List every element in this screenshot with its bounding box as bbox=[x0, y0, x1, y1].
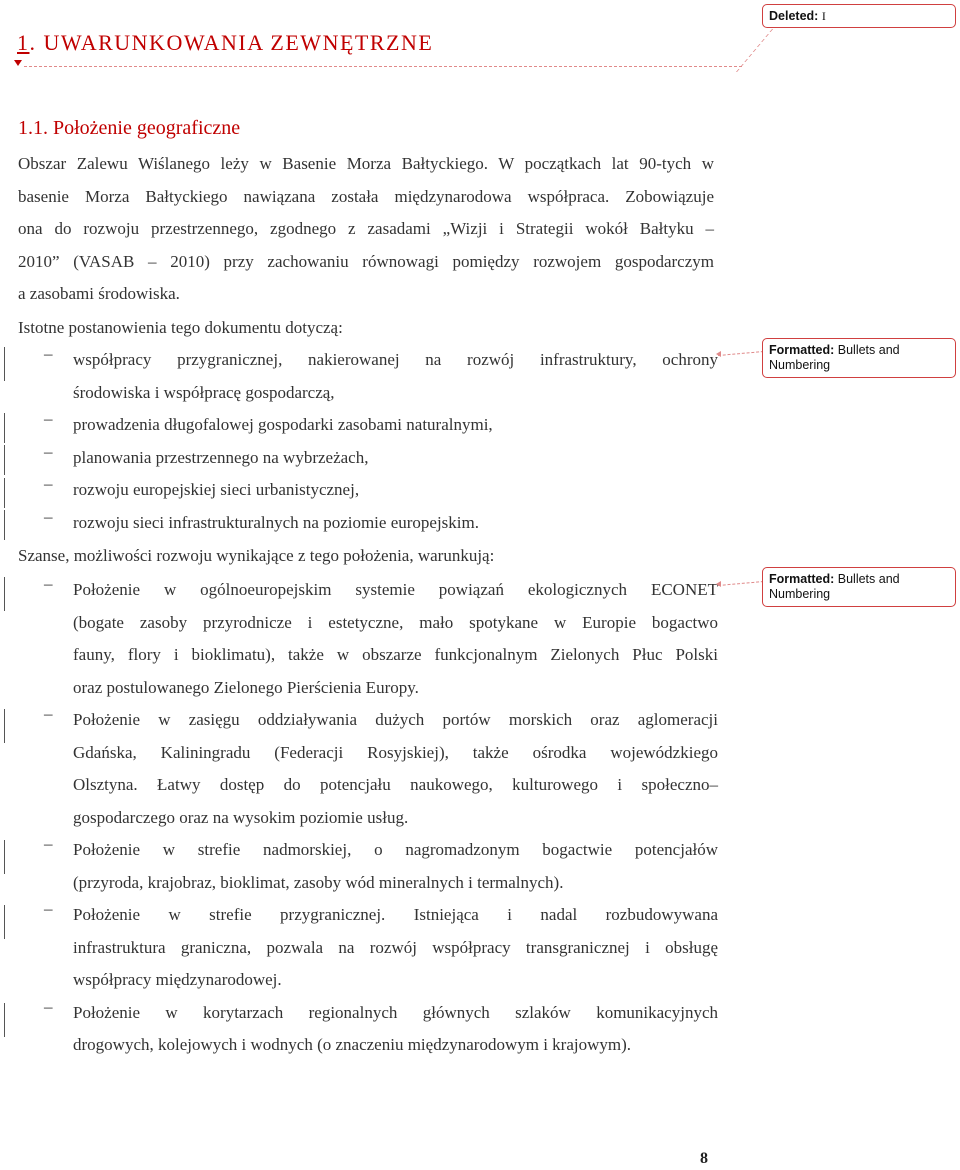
balloon-arrow-icon bbox=[716, 351, 721, 357]
balloon-label: Formatted: bbox=[769, 572, 835, 586]
list-item-text: rozwoju europejskiej sieci urbanistycznej, bbox=[73, 480, 360, 499]
list-item bbox=[18, 834, 718, 899]
list-item bbox=[18, 474, 718, 507]
list-item-text: (bogate zasoby przyrodnicze i estetyczne, mało spotykane w Europie bogactwo bbox=[73, 612, 718, 632]
list-item-text: infrastruktura graniczna, pozwala na rozwój współpracy transgranicznej i obsługę bbox=[73, 937, 718, 957]
paragraph-line: Szanse, możliwości rozwoju wynikające z tego położenia, warunkują: bbox=[18, 546, 495, 565]
change-bar bbox=[4, 445, 5, 475]
list-dash: – bbox=[44, 834, 53, 853]
change-bar bbox=[4, 478, 5, 508]
change-bar bbox=[4, 577, 5, 611]
list-opportunities bbox=[18, 574, 718, 1062]
list-item-text: Położenie w strefie przygranicznej. Istniejąca i nadal rozbudowywana bbox=[73, 905, 718, 924]
change-bar bbox=[4, 510, 5, 540]
balloon-value: Bullets and Numbering bbox=[769, 572, 900, 601]
change-marker-icon bbox=[14, 60, 22, 66]
list-item bbox=[18, 997, 718, 1062]
balloon-connector bbox=[718, 351, 764, 356]
list-item-text: prowadzenia długofalowej gospodarki zasobami naturalnymi, bbox=[73, 415, 493, 434]
list-dash: – bbox=[44, 441, 53, 461]
list-item-text: Położenie w ogólnoeuropejskim systemie powiązań ekologicznych ECONET bbox=[73, 580, 718, 599]
list-item-text: Położenie w korytarzach regionalnych głównych szlaków komunikacyjnych bbox=[73, 1002, 718, 1022]
list-item bbox=[18, 442, 718, 475]
deletion-connector-line bbox=[24, 66, 742, 67]
list-dash: – bbox=[44, 996, 53, 1016]
paragraph-line: a zasobami środowiska. bbox=[18, 284, 180, 303]
change-bar bbox=[4, 905, 5, 939]
change-bar bbox=[4, 709, 5, 743]
paragraph-line: Istotne postanowienia tego dokumentu dotyczą: bbox=[18, 318, 343, 337]
list-item bbox=[18, 899, 718, 997]
list-dash: – bbox=[44, 574, 53, 593]
balloon-value: Bullets and Numbering bbox=[769, 343, 900, 372]
list-item bbox=[18, 507, 718, 540]
heading-1 bbox=[17, 30, 433, 56]
formatted-balloon[interactable] bbox=[762, 567, 956, 607]
paragraph-line: ona do rozwoju przestrzennego, zgodnego z zasadami „Wizji i Strategii wokół Bałtyku – bbox=[18, 219, 714, 238]
list-dash: – bbox=[44, 344, 53, 363]
page-number: 8 bbox=[700, 1150, 708, 1167]
list-item-text: fauny, flory i bioklimatu), także w obszarze funkcjonalnym Zielonych Płuc Polski bbox=[73, 645, 718, 664]
balloon-label: Deleted: bbox=[769, 9, 819, 23]
change-bar bbox=[4, 413, 5, 443]
list-item bbox=[18, 344, 718, 409]
list-item-text: współpracy międzynarodowej. bbox=[73, 970, 282, 989]
change-bar bbox=[4, 1003, 5, 1037]
list-item-text: gospodarczego oraz na wysokim poziomie usług. bbox=[73, 807, 409, 827]
paragraph-line: 2010” (VASAB – 2010) przy zachowaniu równowagi pomiędzy rozwojem gospodarczym bbox=[18, 251, 714, 271]
change-bar bbox=[4, 840, 5, 874]
heading-1-text: . UWARUNKOWANIA ZEWNĘTRZNE bbox=[29, 30, 434, 55]
list-item-text: planowania przestrzennego na wybrzeżach, bbox=[73, 447, 369, 467]
list-dash: – bbox=[44, 506, 53, 526]
list-item bbox=[18, 409, 718, 442]
list-dash: – bbox=[44, 474, 53, 493]
list-item bbox=[18, 574, 718, 704]
list-item-text: środowiska i współpracę gospodarczą, bbox=[73, 382, 335, 402]
list-item-text: współpracy przygranicznej, nakierowanej na rozwój infrastruktury, ochrony bbox=[73, 350, 718, 369]
balloon-connector bbox=[718, 581, 764, 586]
list-provisions bbox=[18, 344, 718, 539]
paragraph-line: basenie Morza Bałtyckiego nawiązana została międzynarodowa współpraca. Zobowiązuje bbox=[18, 186, 714, 206]
heading-1-number: 1 bbox=[17, 30, 30, 55]
change-bar bbox=[4, 347, 5, 381]
list-dash: – bbox=[44, 409, 53, 428]
balloon-arrow-icon bbox=[716, 581, 721, 587]
list-item bbox=[18, 704, 718, 834]
list-item-text: drogowych, kolejowych i wodnych (o znaczeniu międzynarodowym i krajowym). bbox=[73, 1035, 632, 1054]
balloon-value: I bbox=[821, 9, 826, 23]
list-item-text: (przyroda, krajobraz, bioklimat, zasoby wód mineralnych i termalnych). bbox=[73, 872, 564, 892]
heading-2: 1.1. Położenie geograficzne bbox=[18, 117, 241, 139]
paragraph-opportunities bbox=[18, 540, 714, 573]
list-dash: – bbox=[44, 704, 53, 723]
list-dash: – bbox=[44, 899, 53, 918]
paragraph-provisions bbox=[18, 312, 714, 345]
deleted-balloon[interactable] bbox=[762, 4, 956, 28]
list-item-text: Położenie w zasięgu oddziaływania dużych portów morskich oraz aglomeracji bbox=[73, 710, 718, 729]
balloon-label: Formatted: bbox=[769, 343, 835, 357]
list-item-text: Położenie w strefie nadmorskiej, o nagromadzonym bogactwie potencjałów bbox=[73, 840, 718, 859]
list-item-text: rozwoju sieci infrastrukturalnych na poziomie europejskim. bbox=[73, 512, 479, 532]
list-item-text: oraz postulowanego Zielonego Pierścienia Europy. bbox=[73, 677, 419, 697]
list-item-text: Olsztyna. Łatwy dostęp do potencjału naukowego, kulturowego i społeczno– bbox=[73, 775, 718, 794]
paragraph-intro bbox=[18, 148, 714, 311]
paragraph-line: Obszar Zalewu Wiślanego leży w Basenie Morza Bałtyckiego. W początkach lat 90-tych w bbox=[18, 154, 714, 173]
formatted-balloon[interactable] bbox=[762, 338, 956, 378]
list-item-text: Gdańska, Kaliningradu (Federacji Rosyjskiej), także ośrodka wojewódzkiego bbox=[73, 742, 718, 762]
